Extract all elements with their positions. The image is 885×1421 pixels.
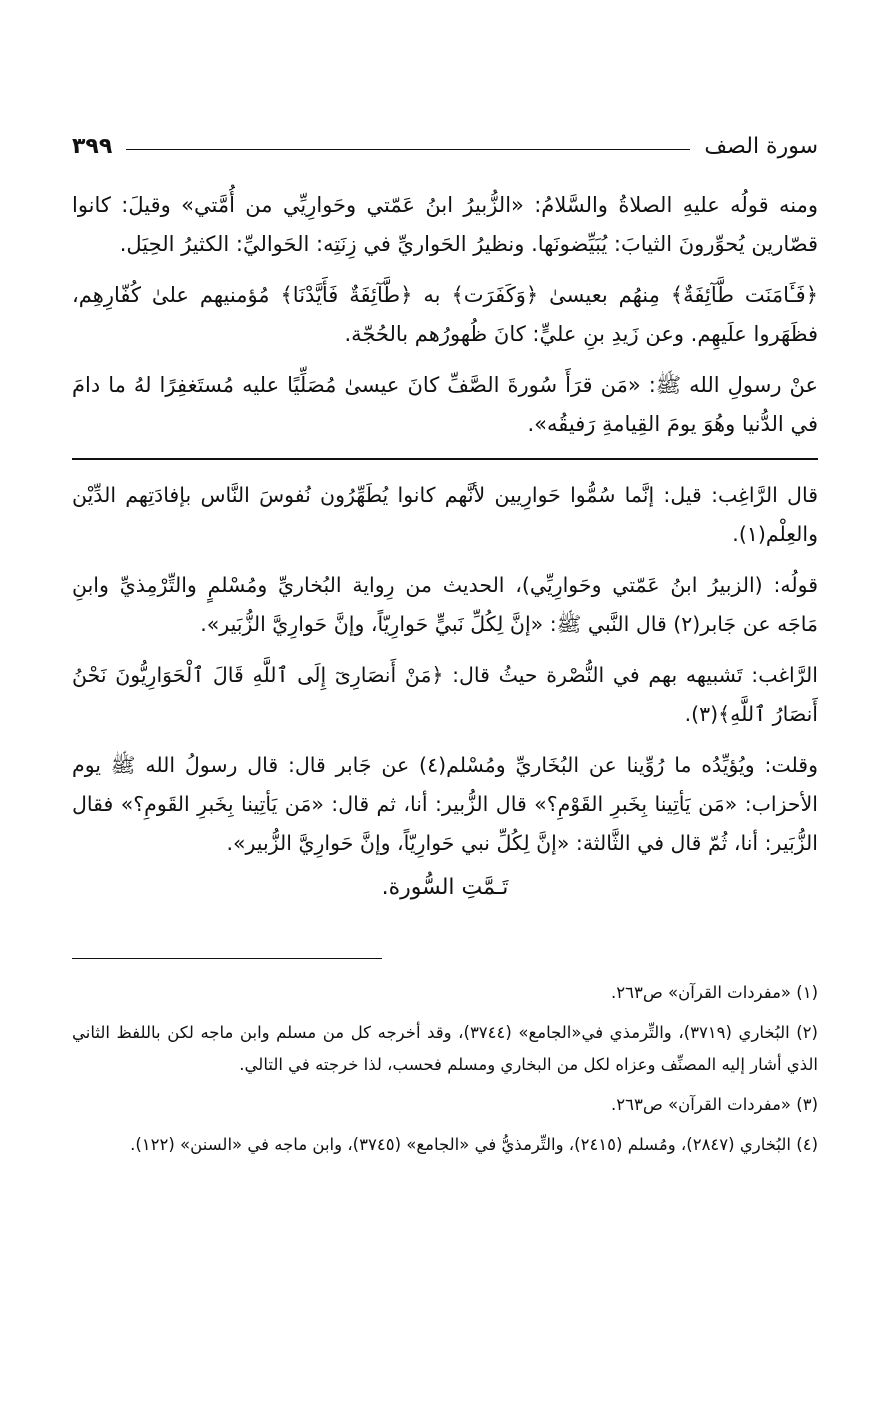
footnote: (١) «مفردات القرآن» ص٢٦٣.	[611, 983, 818, 1002]
main-text	[72, 186, 818, 444]
footnote: (٢) البُخاري (٣٧١٩)، والتِّرمذي في«الجامع» (٣٧٤٤)، وقد أخرجه كل من مسلم وابن ماجه لكن باللفظ الثاني الذي أشار إليه المصنِّف وعزاه لكل من البخاري ومسلم فحسب، لذا خرجته في التالي.	[72, 1023, 818, 1074]
footnotes	[72, 977, 818, 1161]
section-divider	[72, 458, 818, 460]
footnote-divider	[72, 958, 382, 959]
gloss-text	[72, 476, 818, 863]
main-paragraph: ﴿فَـَٔامَنَت طَّآئِفَةٌ﴾ مِنهُم بعيسىٰ ﴿وَكَفَرَت﴾ به ﴿طَّآئِفَةٌ فَأَيَّدْنَا﴾ مُؤمنيهم علىٰ كُفّارِهِم، فظَهَروا علَيهِم. وعن زَيدِ بنِ عليٍّ: كانَ ظُهورُهم بالحُجّة.	[72, 283, 818, 346]
gloss-paragraph: الرَّاغب: تَشبيهه بهم في النُّصْرة حيثُ قال: ﴿مَنْ أَنصَارِىٓ إِلَى ٱللَّهِ قَالَ ٱلْحَوَارِيُّونَ نَحْنُ أَنصَارُ ٱللَّهِ﴾(٣).	[72, 663, 818, 726]
closing-line: تَـمَّتِ السُّورة.	[381, 875, 509, 900]
document-page	[72, 128, 818, 1308]
main-paragraph: ومنه قولُه عليهِ الصلاةُ والسَّلامُ: «الزُّبيرُ ابنُ عَمّتي وحَوارِيِّي من أُمَّتي» وقيلَ: كانوا قصّارين يُحوِّرونَ الثيابَ: يُبَيِّضونَها. ونظيرُ الحَواريِّ في زِنَتِه: الحَواليِّ: الكثيرُ الحِيَل.	[72, 193, 818, 256]
gloss-paragraph: قال الرَّاغِب: قيل: إنَّما سُمُّوا حَوارِيين لأنَّهم كانوا يُطَهِّرُون نُفوسَ النَّاس بإفادَتِهم الدِّيْن والعِلْم(١).	[72, 483, 818, 546]
header-rule	[126, 149, 690, 150]
gloss-paragraph: قولُه: (الزبيرُ ابنُ عَمّتي وحَوارِيِّي)، الحديث من رِواية البُخاريِّ ومُسْلمٍ والتِّرْمِذيِّ وابنِ مَاجَه عن جَابر(٢) قال النَّبي ﷺ: «إنَّ لِكُلِّ نَبيٍّ حَوارِيّاً، وإنَّ حَوارِيَّ الزُّبَير».	[72, 573, 818, 636]
footnote: (٣) «مفردات القرآن» ص٢٦٣.	[611, 1095, 818, 1114]
footnote: (٤) البُخاري (٢٨٤٧)، ومُسلم (٢٤١٥)، والتِّرمذيُّ في «الجامع» (٣٧٤٥)، وابن ماجه في «السنن» (١٢٢).	[130, 1135, 818, 1154]
running-title: سورة الصف	[704, 133, 818, 159]
page-number: ٣٩٩	[72, 133, 113, 159]
page-header	[72, 128, 818, 164]
main-paragraph: عنْ رسولِ الله ﷺ: «مَن قرَأَ سُورةَ الصَّفِّ كانَ عيسىٰ مُصَلِّيًا عليه مُستَغفِرًا لهُ ما دامَ في الدُّنيا وهُوَ يومَ القِيامةِ رَفيقُه».	[72, 373, 818, 436]
gloss-paragraph: وقلت: ويُؤيِّدُه ما رُوِّينا عن البُخَاريِّ ومُسْلم(٤) عن جَابر قال: قال رسولُ الله ﷺ يوم الأحزاب: «مَن يَأتِينا بِخَبرِ القَوْمِ؟» قال الزُّبير: أنا، ثم قال: «مَن يَأتِينا بِخَبرِ القَومِ؟» فقال الزُّبَير: أنا، ثُمّ قال في الثَّالثة: «إنَّ لِكُلِّ نبي حَوارِيّاً، وإنَّ حَوارِيَّ الزُّبير».	[72, 753, 818, 855]
